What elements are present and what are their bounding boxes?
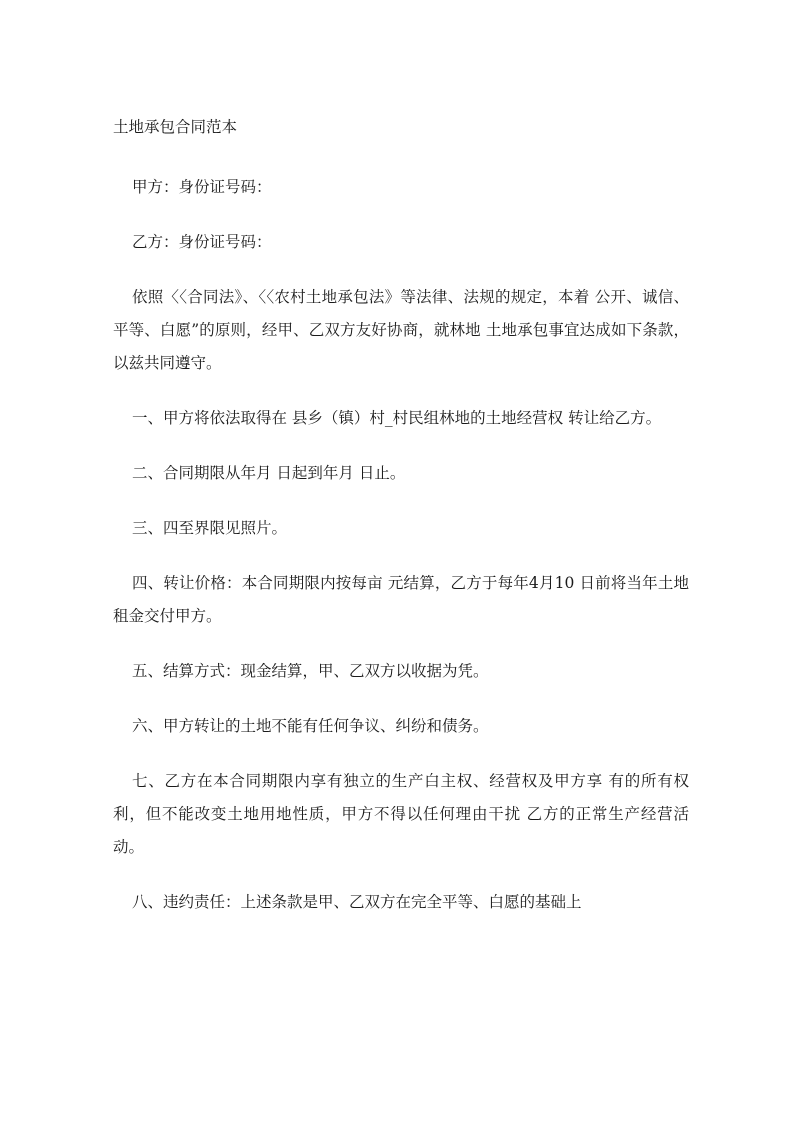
clause-2: 二、合同期限从年月 日起到年月 日止。 xyxy=(132,464,406,482)
clause-7: 七、乙方在本合同期限内享有独立的生产白主权、经营权及甲方享 有的所有权利，但不能改变土地用地性质，甲方不得以任何理由干扰 乙方的正常生产经营活动。 xyxy=(113,772,689,856)
document-title: 土地承包合同范本 xyxy=(113,118,238,136)
preamble-paragraph: 依照〈〈合同法》、〈〈农村土地承包法》等法律、法规的规定，本着 公开、诚信、平等、白愿”的原则，经甲、乙双方友好协商，就林地 土地承包事宜达成如下条款，以兹共同遵守。 xyxy=(113,288,689,372)
document-body xyxy=(113,171,689,941)
party-b-line: 乙方：身份证号码： xyxy=(132,233,272,251)
clause-8: 八、违约责任：上述条款是甲、乙双方在完全平等、白愿的基础上 xyxy=(132,893,582,911)
clause-1: 一、甲方将依法取得在 县乡（镇）村_村民组林地的土地经营权 转让给乙方。 xyxy=(132,409,662,427)
clause-5: 五、结算方式：现金结算，甲、乙双方以收据为凭。 xyxy=(132,662,489,680)
clause-4: 四、转让价格：本合同期限内按每亩 元结算，乙方于每年4月10 日前将当年土地租金交付甲方。 xyxy=(113,574,689,625)
clause-6: 六、甲方转让的土地不能有任何争议、纠纷和债务。 xyxy=(132,717,489,735)
clause-3: 三、四至界限见照片。 xyxy=(132,519,288,537)
party-a-line: 甲方：身份证号码： xyxy=(132,178,272,196)
